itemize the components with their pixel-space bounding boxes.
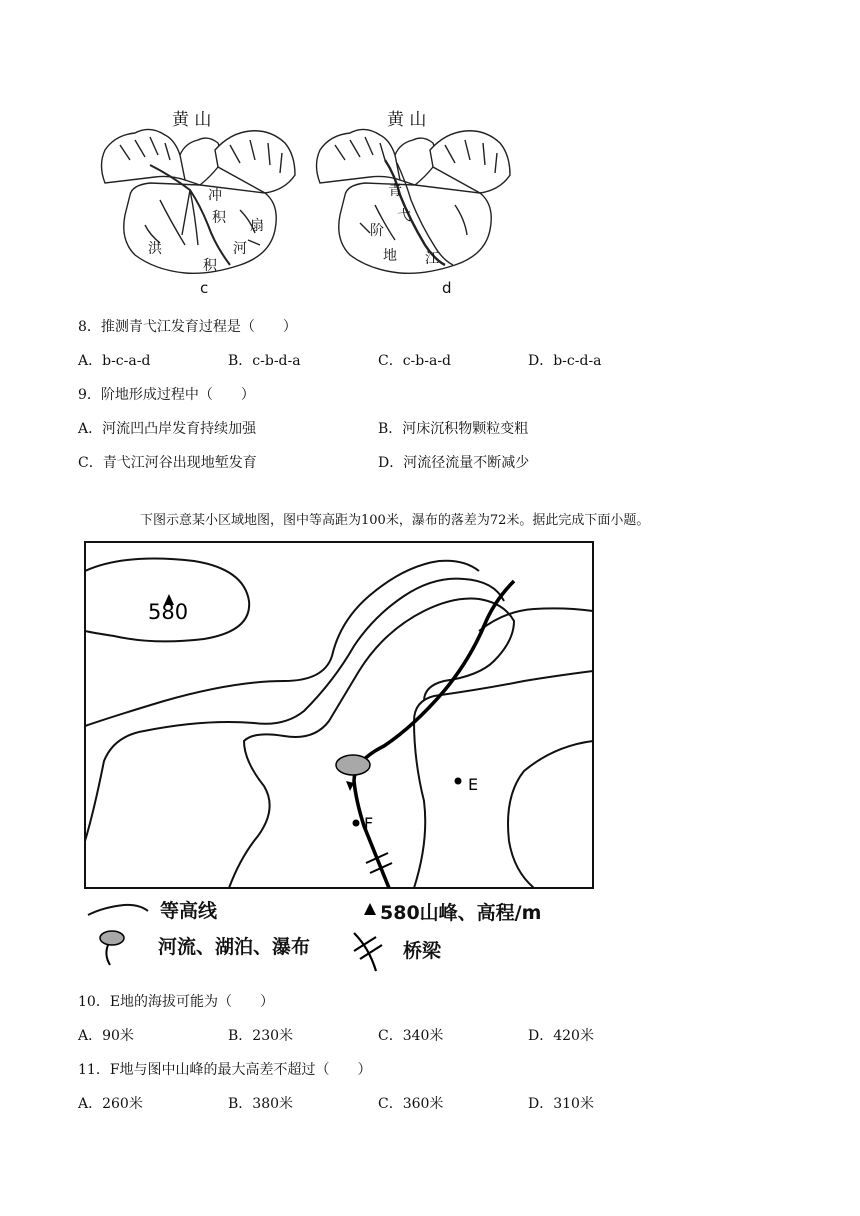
sketch-d-char-2: 弋	[397, 208, 411, 224]
legend-peak-label: 580山峰、高程/m	[380, 902, 542, 924]
q9-option-a[interactable]: A．河流凹凸岸发育持续加强	[78, 421, 257, 437]
q10-option-a[interactable]: A．90米	[78, 1028, 134, 1044]
map-intro-text: 下图示意某小区域地图，图中等高距为100米，瀑布的落差为72米。据此完成下面小题。	[140, 513, 650, 528]
map-frame	[85, 542, 593, 888]
q11-option-b[interactable]: B．380米	[228, 1096, 294, 1112]
sketch-d	[317, 129, 511, 273]
q8-option-b[interactable]: B．c-b-d-a	[228, 353, 301, 369]
sketch-d-title: 黄 山	[387, 110, 427, 130]
contour-map	[84, 541, 594, 891]
lake	[336, 755, 370, 775]
terrain-sketch-figure	[90, 105, 530, 300]
question-8-stem: 8．推测青弋江发育过程是（ ）	[78, 319, 297, 335]
q10-option-b[interactable]: B．230米	[228, 1028, 294, 1044]
sketch-d-label: d	[442, 279, 452, 297]
question-9-stem: 9．阶地形成过程中（ ）	[78, 387, 255, 403]
q9-option-d[interactable]: D．河流径流量不断减少	[378, 455, 530, 471]
q9-option-c[interactable]: C．青弋江河谷出现地堑发育	[78, 455, 257, 471]
q9-option-b[interactable]: B．河床沉积物颗粒变粗	[378, 421, 529, 437]
legend-peak-symbol	[364, 903, 376, 915]
legend-contour-symbol	[88, 905, 148, 915]
legend-lake-symbol	[100, 931, 124, 945]
q10-option-d[interactable]: D．420米	[528, 1028, 594, 1044]
point-F-label: F	[364, 814, 374, 833]
point-E-dot	[455, 778, 462, 785]
legend-contour-label: 等高线	[160, 900, 218, 922]
sketch-d-char-1: 青	[388, 183, 402, 199]
legend-bridge-label: 桥梁	[403, 940, 442, 962]
sketch-d-char-5: 江	[425, 251, 439, 267]
q11-option-d[interactable]: D．310米	[528, 1096, 594, 1112]
sketch-d-char-3: 阶	[370, 223, 384, 239]
sketch-c-char-2: 积	[203, 258, 217, 274]
peak-elevation-label: 580	[148, 600, 189, 624]
sketch-d-char-4: 地	[383, 248, 397, 264]
sketch-c-char-5: 积	[212, 210, 226, 226]
sketch-c	[102, 129, 296, 273]
legend-bridge-symbol	[354, 933, 382, 971]
legend-river-symbol	[106, 945, 110, 965]
point-E-label: E	[468, 775, 479, 794]
question-10-stem: 10．E地的海拔可能为（ ）	[78, 994, 275, 1010]
question-11-stem: 11．F地与图中山峰的最大高差不超过（ ）	[78, 1062, 372, 1078]
sketch-c-char-6: 河	[233, 241, 247, 257]
q8-option-c[interactable]: C．c-b-a-d	[378, 353, 452, 369]
sketch-c-char-1: 冲	[208, 188, 222, 204]
q11-option-a[interactable]: A．260米	[78, 1096, 143, 1112]
point-F-dot	[353, 820, 360, 827]
sketch-c-char-4: 洪	[148, 241, 162, 257]
q8-option-a[interactable]: A．b-c-a-d	[78, 353, 151, 369]
legend-water-label: 河流、湖泊、瀑布	[158, 936, 311, 958]
q11-option-c[interactable]: C．360米	[378, 1096, 444, 1112]
sketch-c-label: c	[200, 279, 209, 297]
q10-option-c[interactable]: C．340米	[378, 1028, 444, 1044]
sketch-c-title: 黄 山	[172, 110, 212, 130]
sketch-c-char-3: 扇	[250, 218, 264, 234]
q8-option-d[interactable]: D．b-c-d-a	[528, 353, 602, 369]
